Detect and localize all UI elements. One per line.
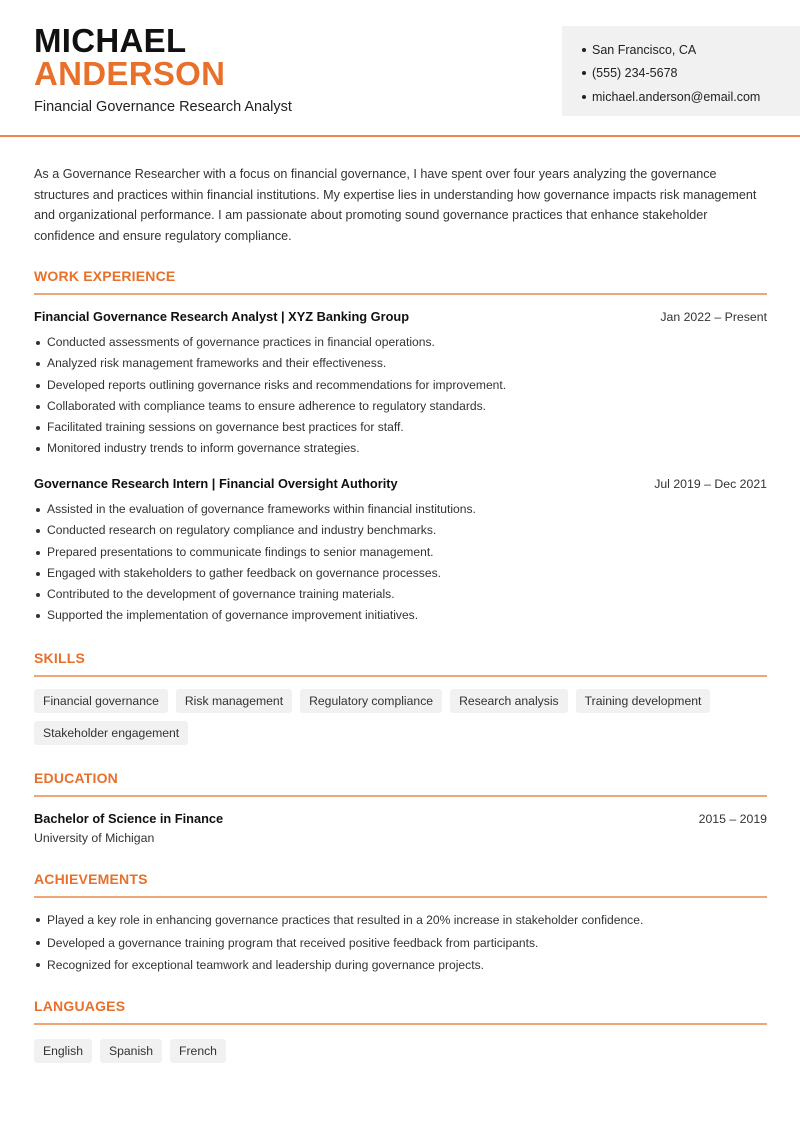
list-item: Monitored industry trends to inform governance strategies.: [36, 438, 766, 459]
skill-tag: Training development: [576, 689, 711, 713]
list-item: Developed a governance training program that received positive feedback from participants.: [36, 932, 766, 955]
first-name: MICHAEL: [34, 22, 187, 59]
degree: Bachelor of Science in Finance: [34, 811, 224, 826]
list-item: Engaged with stakeholders to gather feedback on governance processes.: [36, 563, 766, 584]
section-title-achievements: ACHIEVEMENTS: [34, 871, 148, 887]
job-role: Financial Governance Research Analyst | XYZ Banking Group: [34, 309, 410, 324]
job-dates: Jul 2019 – Dec 2021: [654, 477, 767, 491]
achievement-list: [36, 909, 766, 977]
skill-tag: Regulatory compliance: [300, 689, 442, 713]
list-item: Recognized for exceptional teamwork and leadership during governance projects.: [36, 954, 766, 977]
section-title-languages: LANGUAGES: [34, 998, 126, 1014]
list-item: Conducted research on regulatory compliance and industry benchmarks.: [36, 520, 766, 541]
language-tags: [34, 1039, 767, 1063]
list-item: Analyzed risk management frameworks and their effectiveness.: [36, 353, 766, 374]
language-tag: French: [170, 1039, 226, 1063]
skill-tag: Research analysis: [450, 689, 568, 713]
bullet-icon: [582, 71, 586, 75]
job-header: [34, 476, 767, 491]
summary: As a Governance Researcher with a focus on financial governance, I have spent over four years analyzing the governance structures and practices within financial institutions. My expertise lies in understanding how governance impacts risk management and organizational performance. I am passionate about promoting sound governance practices that enhance stakeholder confidence and ensure regulatory compliance.: [34, 167, 757, 244]
job-bullets: [36, 499, 766, 627]
contact-location: San Francisco, CA: [582, 38, 800, 62]
section-title-skills: SKILLS: [34, 650, 85, 666]
section-title-experience: WORK EXPERIENCE: [34, 268, 176, 284]
skill-tag: Financial governance: [34, 689, 168, 713]
section-divider: [34, 293, 767, 295]
skill-tag: Stakeholder engagement: [34, 721, 188, 745]
job-header: [34, 309, 767, 324]
section-divider: [34, 1023, 767, 1025]
list-item: Played a key role in enhancing governance practices that resulted in a 20% increase in stakeholder confidence.: [36, 909, 766, 932]
list-item: Conducted assessments of governance practices in financial operations.: [36, 332, 766, 353]
contact-email: michael.anderson@email.com: [582, 85, 800, 109]
language-tag: English: [34, 1039, 92, 1063]
bullet-icon: [582, 48, 586, 52]
section-divider: [34, 675, 767, 677]
skill-tags: [34, 689, 767, 745]
education-dates: 2015 – 2019: [698, 812, 767, 826]
language-tag: Spanish: [100, 1039, 162, 1063]
list-item: Contributed to the development of governance training materials.: [36, 584, 766, 605]
list-item: Facilitated training sessions on governance best practices for staff.: [36, 417, 766, 438]
list-item: Assisted in the evaluation of governance frameworks within financial institutions.: [36, 499, 766, 520]
job-dates: Jan 2022 – Present: [660, 310, 767, 324]
list-item: Collaborated with compliance teams to ensure adherence to regulatory standards.: [36, 396, 766, 417]
contact-box: [562, 26, 800, 116]
section-divider: [34, 795, 767, 797]
skill-tag: Risk management: [176, 689, 292, 713]
resume-header: [0, 0, 800, 137]
list-item: Developed reports outlining governance risks and recommendations for improvement.: [36, 375, 766, 396]
education-header: [34, 811, 767, 826]
list-item: Supported the implementation of governance improvement initiatives.: [36, 605, 766, 626]
section-title-education: EDUCATION: [34, 770, 118, 786]
job-role: Governance Research Intern | Financial Oversight Authority: [34, 476, 398, 491]
list-item: Prepared presentations to communicate findings to senior management.: [36, 542, 766, 563]
school: University of Michigan: [34, 831, 155, 845]
contact-phone: (555) 234-5678: [582, 62, 800, 86]
job-bullets: [36, 332, 766, 460]
section-divider: [34, 896, 767, 898]
job-title: Financial Governance Research Analyst: [34, 99, 292, 115]
last-name: ANDERSON: [34, 55, 226, 92]
bullet-icon: [582, 95, 586, 99]
